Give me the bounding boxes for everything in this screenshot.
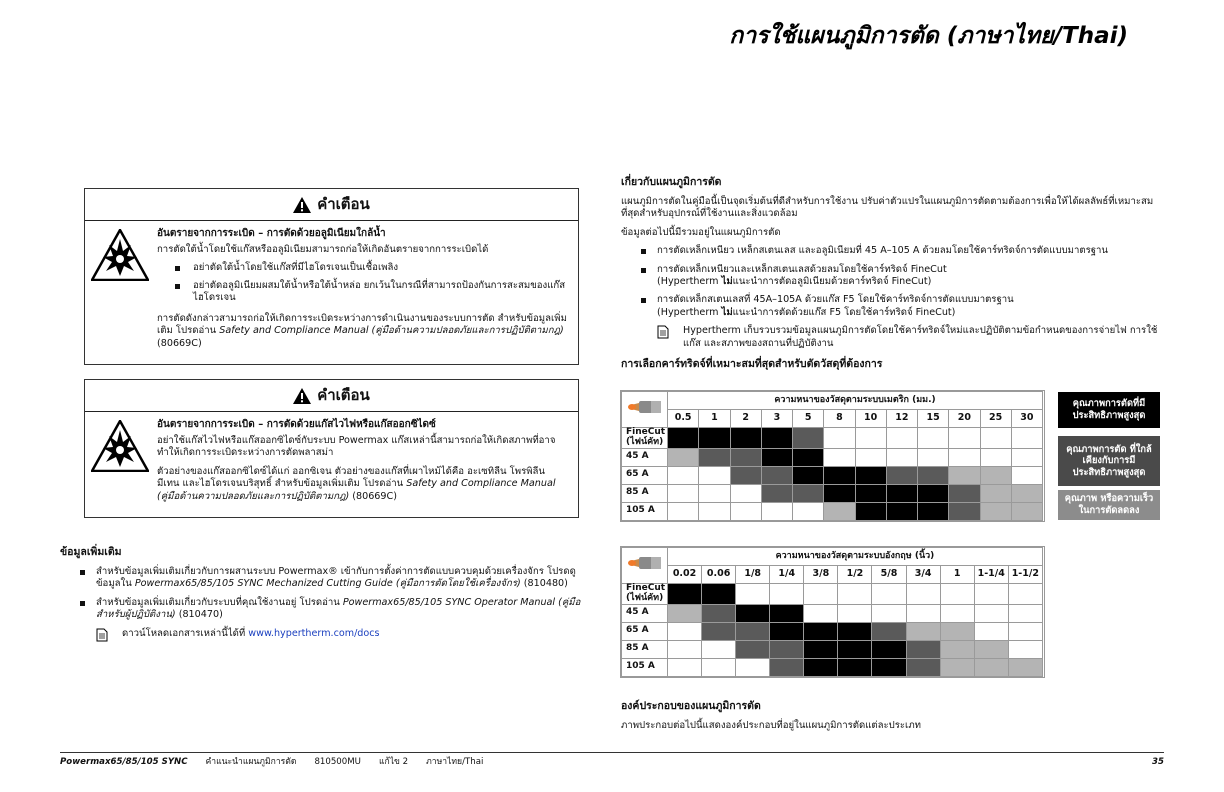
- manual-code: (80669C): [157, 337, 202, 349]
- quality-cell: [918, 502, 949, 520]
- column-header: 1: [699, 410, 730, 428]
- quality-cell: [668, 622, 702, 640]
- quality-cell: [906, 584, 940, 605]
- warning-triangle-icon: [293, 388, 311, 404]
- row-label: FineCut (ไฟน์คัท): [622, 428, 668, 449]
- note-text: ดาวน์โหลดเอกสารเหล่านี้ได้ที่: [122, 627, 249, 639]
- quality-cell: [855, 484, 886, 502]
- emphasis-text: ไม่: [721, 275, 733, 287]
- quality-cell: [804, 584, 838, 605]
- table-row: [622, 622, 1043, 640]
- quality-cell: [1011, 484, 1042, 502]
- quality-cell: [824, 428, 855, 449]
- quality-cell: [736, 658, 770, 676]
- quality-cell: [838, 622, 872, 640]
- warning-triangle-icon: [293, 197, 311, 213]
- manual-code: (80669C): [349, 490, 397, 502]
- about-section: [621, 176, 1166, 378]
- quality-cell: [770, 640, 804, 658]
- quality-cell: [918, 466, 949, 484]
- quality-cell: [918, 448, 949, 466]
- page-number: 35: [1152, 757, 1164, 767]
- quality-cell: [838, 604, 872, 622]
- quality-cell: [699, 448, 730, 466]
- column-header: 2: [730, 410, 761, 428]
- quality-cell: [702, 604, 736, 622]
- legend-item-best: คุณภาพการตัดที่มีประสิทธิภาพสูงสุด: [1058, 392, 1160, 428]
- warning-paragraph: [157, 466, 568, 503]
- data-note: [657, 325, 1166, 350]
- quality-cell: [668, 502, 699, 520]
- note-text: Hypertherm เก็บรวบรวมข้อมูลแผนภูมิการตัดโดยใช้คาร์ทริดจ์ใหม่และปฏิบัติตามข้อกำหนดของการจ่ายไฟ การใช้แก๊ส และสภาพของสถานที่ปฏิบัติงาน: [683, 325, 1158, 349]
- quality-cell: [886, 428, 917, 449]
- explosion-icon: [91, 229, 149, 281]
- quality-cell: [736, 604, 770, 622]
- column-header: 12: [886, 410, 917, 428]
- quality-cell: [940, 640, 974, 658]
- about-paragraph: ข้อมูลต่อไปนี้มีรวมอยู่ในแผนภูมิการตัด: [621, 226, 781, 238]
- components-section: [621, 700, 1166, 732]
- warning-heading: คำเตือน: [317, 385, 370, 404]
- quality-cell: [838, 584, 872, 605]
- quality-cell: [980, 448, 1011, 466]
- list-item-text: สำหรับข้อมูลเพิ่มเติมเกี่ยวกับการผสานระบบ Powermax® เข้ากับการตั้งค่าการตัดแบบควบคุมด้วยเครื่องจักร โปรดดูข้อมูลใน: [96, 565, 576, 590]
- quality-cell: [1011, 428, 1042, 449]
- imperial-chart: [620, 546, 1045, 678]
- quality-cell: [702, 584, 736, 605]
- about-heading: เกี่ยวกับแผนภูมิการตัด: [621, 176, 722, 188]
- quality-cell: [736, 584, 770, 605]
- list-item: [60, 597, 600, 622]
- row-label: 65 A: [622, 622, 668, 640]
- column-header: 0.5: [668, 410, 699, 428]
- quality-cell: [886, 448, 917, 466]
- warning-paragraph-text: ตัวอย่างของแก๊สออกซิไดซ์ได้แก่ ออกซิเจน ตัวอย่างของแก๊สที่เผาไหม้ได้คือ อะเซทิลีน โพรพิลีน มีเทน และไฮโดรเจนบริสุทธิ์ สำหรับข้อมูลเพิ่มเติม โปรดอ่าน: [157, 465, 545, 490]
- row-label: 85 A: [622, 640, 668, 658]
- quality-cell: [668, 484, 699, 502]
- quality-cell: [872, 622, 906, 640]
- quality-cell: [668, 640, 702, 658]
- table-row: [622, 502, 1043, 520]
- warning-header: [85, 380, 578, 412]
- warning-bullet: อย่าตัดใต้น้ำโดยใช้แก๊สที่มีไฮโดรเจนเป็นเชื้อเพลิง: [175, 262, 568, 274]
- quality-cell: [1008, 584, 1042, 605]
- quality-cell: [702, 622, 736, 640]
- components-heading: องค์ประกอบของแผนภูมิการตัด: [621, 700, 761, 712]
- table-row: [622, 484, 1043, 502]
- quality-cell: [872, 640, 906, 658]
- column-header: 0.06: [702, 566, 736, 584]
- quality-cell: [949, 502, 980, 520]
- list-item-text: การตัดเหล็กสเตนเลสที่ 45A–105A ด้วยแก๊ส F5 โดยใช้คาร์ทริดจ์การตัดแบบมาตรฐาน: [657, 294, 1014, 306]
- column-header: 1/8: [736, 566, 770, 584]
- quality-cell: [838, 640, 872, 658]
- manual-code: (810480): [520, 578, 568, 590]
- quality-cell: [1008, 622, 1042, 640]
- quality-cell: [804, 622, 838, 640]
- quality-cell: [730, 484, 761, 502]
- quality-cell: [918, 428, 949, 449]
- table-row: [622, 604, 1043, 622]
- column-header: 1-1/2: [1008, 566, 1042, 584]
- quality-cell: [1008, 640, 1042, 658]
- more-info-heading: ข้อมูลเพิ่มเติม: [60, 546, 122, 558]
- quality-cell: [761, 484, 792, 502]
- row-label: 105 A: [622, 502, 668, 520]
- manual-code: (810470): [175, 609, 223, 621]
- quality-cell: [668, 584, 702, 605]
- footer-product: Powermax65/85/105 SYNC: [60, 757, 188, 767]
- quality-cell: [761, 466, 792, 484]
- quality-cell: [793, 428, 824, 449]
- list-item-text: แนะนำการตัดอลูมิเนียมด้วยคาร์ทริดจ์ FineCut): [732, 275, 932, 287]
- quality-cell: [872, 604, 906, 622]
- quality-cell: [949, 484, 980, 502]
- quality-cell: [761, 428, 792, 449]
- list-item-text: สำหรับข้อมูลเพิ่มเติมเกี่ยวกับระบบที่คุณใช้งานอยู่ โปรดอ่าน: [96, 596, 343, 608]
- list-item: [60, 566, 600, 591]
- quality-cell: [761, 448, 792, 466]
- quality-cell: [974, 604, 1008, 622]
- warning-paragraph-text: การตัดดังกล่าวสามารถก่อให้เกิดการระเบิดระหว่างการดำเนินงานของระบบการตัด สำหรับข้อมูลเพิ่มเติม โปรดอ่าน: [157, 312, 567, 337]
- row-label: 105 A: [622, 658, 668, 676]
- selection-heading: การเลือกคาร์ทริดจ์ที่เหมาะสมที่สุดสำหรับตัดวัสดุที่ต้องการ: [621, 358, 883, 371]
- quality-cell: [736, 622, 770, 640]
- quality-cell: [770, 604, 804, 622]
- quality-cell: [886, 502, 917, 520]
- quality-cell: [804, 658, 838, 676]
- quality-cell: [699, 428, 730, 449]
- table-row: [622, 448, 1043, 466]
- quality-cell: [855, 466, 886, 484]
- torch-tip-icon: [622, 548, 668, 584]
- chart-title: ความหนาของวัสดุตามระบบอังกฤษ (นิ้ว): [668, 548, 1043, 566]
- warning-box-aluminum: [84, 188, 579, 365]
- page-title: การใช้แผนภูมิการตัด (ภาษาไทย/Thai): [729, 23, 1128, 49]
- warning-intro: อย่าใช้แก๊สไวไฟหรือแก๊สออกซิไดซ์กับระบบ Powermax แก๊สเหล่านี้สามารถก่อให้เกิดสภาพที่อาจทำให้เกิดการระเบิดระหว่างการตัดพลาสม่า: [157, 435, 556, 459]
- components-paragraph: ภาพประกอบต่อไปนี้แสดงองค์ประกอบที่อยู่ในแผนภูมิการตัดแต่ละประเภท: [621, 719, 921, 731]
- column-header: 1/2: [838, 566, 872, 584]
- quality-cell: [918, 484, 949, 502]
- manual-title: Powermax65/85/105 SYNC Operator Manual (คู่มือสำหรับผู้ปฏิบัติงาน): [96, 596, 581, 621]
- quality-cell: [906, 622, 940, 640]
- list-item: [621, 264, 1166, 289]
- quality-cell: [730, 448, 761, 466]
- quality-cell: [736, 640, 770, 658]
- quality-cell: [886, 484, 917, 502]
- quality-cell: [974, 584, 1008, 605]
- column-header: 1/4: [770, 566, 804, 584]
- warning-subtitle: อันตรายจากการระเบิด – การตัดด้วยแก๊สไวไฟหรือแก๊สออกซิไดซ์: [157, 419, 436, 430]
- quality-cell: [668, 658, 702, 676]
- column-header: 1-1/4: [974, 566, 1008, 584]
- row-label: 65 A: [622, 466, 668, 484]
- row-label: 45 A: [622, 604, 668, 622]
- quality-cell: [699, 466, 730, 484]
- quality-cell: [730, 466, 761, 484]
- quality-cell: [949, 428, 980, 449]
- quality-cell: [730, 428, 761, 449]
- quality-cell: [940, 584, 974, 605]
- column-header: 15: [918, 410, 949, 428]
- row-label: FineCut (ไฟน์คัท): [622, 584, 668, 605]
- legend-item-reduced: คุณภาพ หรือความเร็วในการตัดลดลง: [1058, 490, 1160, 520]
- row-label: 45 A: [622, 448, 668, 466]
- footer-language: ภาษาไทย/Thai: [426, 757, 484, 767]
- quality-cell: [1011, 448, 1042, 466]
- column-header: 1: [940, 566, 974, 584]
- list-item-text: การตัดเหล็กเหนียวและเหล็กสเตนเลสด้วยลมโดยใช้คาร์ทริดจ์ FineCut: [657, 263, 947, 275]
- warning-box-flammable-gas: [84, 379, 579, 518]
- list-item: [621, 294, 1166, 319]
- emphasis-text: ไม่: [721, 306, 733, 318]
- quality-cell: [793, 502, 824, 520]
- quality-cell: [824, 484, 855, 502]
- column-header: 25: [980, 410, 1011, 428]
- manual-title: Safety and Compliance Manual (คู่มือด้านความปลอดภัยและการปฏิบัติตามกฎ): [219, 325, 564, 337]
- quality-cell: [906, 640, 940, 658]
- metric-chart: [620, 390, 1045, 522]
- column-header: 20: [949, 410, 980, 428]
- quality-cell: [940, 658, 974, 676]
- quality-cell: [793, 448, 824, 466]
- table-row: [622, 466, 1043, 484]
- column-header: 5/8: [872, 566, 906, 584]
- warning-heading: คำเตือน: [317, 194, 370, 213]
- quality-cell: [793, 484, 824, 502]
- quality-cell: [804, 640, 838, 658]
- quality-cell: [980, 502, 1011, 520]
- quality-cell: [668, 448, 699, 466]
- torch-tip-icon: [622, 392, 668, 428]
- quality-cell: [906, 658, 940, 676]
- list-item-text: แนะนำการตัดด้วยแก๊ส F5 โดยใช้คาร์ทริดจ์ FineCut): [732, 306, 956, 318]
- quality-cell: [974, 622, 1008, 640]
- quality-cell: [761, 502, 792, 520]
- column-header: 0.02: [668, 566, 702, 584]
- quality-cell: [980, 484, 1011, 502]
- legend-spacer: [1058, 428, 1160, 436]
- quality-cell: [824, 502, 855, 520]
- legend-item-near-best: คุณภาพการตัด ที่ใกล้เคียงกับการมีประสิทธิภาพสูงสุด: [1058, 436, 1160, 486]
- quality-cell: [1011, 502, 1042, 520]
- quality-cell: [770, 584, 804, 605]
- chart-title: ความหนาของวัสดุตามระบบเมตริก (มม.): [668, 392, 1043, 410]
- quality-cell: [974, 658, 1008, 676]
- warning-paragraph: [157, 313, 568, 350]
- quality-cell: [1011, 466, 1042, 484]
- quality-cell: [855, 502, 886, 520]
- quality-cell: [824, 448, 855, 466]
- quality-cell: [855, 448, 886, 466]
- warning-header: [85, 189, 578, 221]
- quality-cell: [702, 658, 736, 676]
- quality-cell: [949, 448, 980, 466]
- column-header: 3/4: [906, 566, 940, 584]
- quality-cell: [838, 658, 872, 676]
- quality-cell: [1008, 604, 1042, 622]
- quality-cell: [770, 622, 804, 640]
- quality-cell: [702, 640, 736, 658]
- row-label: 85 A: [622, 484, 668, 502]
- quality-cell: [872, 658, 906, 676]
- about-paragraph: แผนภูมิการตัดในคู่มือนี้เป็นจุดเริ่มต้นที่ดีสำหรับการใช้งาน ปรับค่าตัวแปรในแผนภูมิการตัดตามต้องการเพื่อให้ได้ผลลัพธ์ที่เหมาะสมที่สุดสำหรับอุปกรณ์ที่ใช้งานและสิ่งแวดล้อม: [621, 195, 1154, 220]
- manual-title: Powermax65/85/105 SYNC Mechanized Cutting Guide (คู่มือการตัดโดยใช้เครื่องจักร): [134, 578, 521, 590]
- warning-intro: การตัดใต้น้ำโดยใช้แก๊สหรืออลูมิเนียมสามารถก่อให้เกิดอันตรายจากการระเบิดได้: [157, 244, 489, 255]
- list-item-text: (Hypertherm: [657, 306, 722, 318]
- quality-cell: [940, 622, 974, 640]
- quality-cell: [793, 466, 824, 484]
- quality-cell: [906, 604, 940, 622]
- more-info-section: [60, 546, 600, 642]
- cutting-chart-table: [621, 547, 1043, 677]
- quality-cell: [804, 604, 838, 622]
- table-row: [622, 658, 1043, 676]
- warning-bullet: อย่าตัดอลูมิเนียมผสมใต้น้ำหรือใต้น้ำหล่อ ยกเว้นในกรณีที่สามารถป้องกันการสะสมของแก๊สไฮโดรเจน: [175, 280, 568, 305]
- column-header: 10: [855, 410, 886, 428]
- column-header: 8: [824, 410, 855, 428]
- quality-cell: [770, 658, 804, 676]
- quality-cell: [699, 502, 730, 520]
- table-row: [622, 584, 1043, 605]
- docs-link[interactable]: www.hypertherm.com/docs: [248, 627, 380, 639]
- table-row: [622, 640, 1043, 658]
- list-item: การตัดเหล็กเหนียว เหล็กสเตนเลส และอลูมิเนียมที่ 45 A–105 A ด้วยลมโดยใช้คาร์ทริดจ์การตัดแบบมาตรฐาน: [621, 245, 1166, 257]
- quality-cell: [1008, 658, 1042, 676]
- quality-cell: [730, 502, 761, 520]
- quality-cell: [668, 604, 702, 622]
- manual-title: Safety and Compliance Manual (คู่มือด้านความปลอดภัยและการปฏิบัติตามกฎ): [157, 478, 556, 502]
- column-header: 5: [793, 410, 824, 428]
- footer-part-number: 810500MU: [314, 757, 361, 767]
- document-note-icon: [96, 628, 108, 642]
- chart-legend: [1058, 392, 1160, 520]
- column-header: 3: [761, 410, 792, 428]
- quality-cell: [980, 428, 1011, 449]
- quality-cell: [974, 640, 1008, 658]
- quality-cell: [980, 466, 1011, 484]
- table-row: [622, 428, 1043, 449]
- quality-cell: [668, 428, 699, 449]
- warning-subtitle: อันตรายจากการระเบิด – การตัดด้วยอลูมิเนียมใกล้น้ำ: [157, 228, 386, 239]
- list-item-text: (Hypertherm: [657, 275, 722, 287]
- quality-cell: [855, 428, 886, 449]
- download-note: [96, 628, 600, 642]
- column-header: 3/8: [804, 566, 838, 584]
- page-footer: [60, 752, 1164, 768]
- quality-cell: [668, 466, 699, 484]
- explosion-icon: [91, 420, 149, 472]
- warning-bullets: [175, 262, 568, 304]
- document-note-icon: [657, 325, 669, 339]
- column-header: 30: [1011, 410, 1042, 428]
- footer-doc-title: คำแนะนำแผนภูมิการตัด: [205, 757, 297, 767]
- quality-cell: [872, 584, 906, 605]
- quality-cell: [940, 604, 974, 622]
- quality-cell: [886, 466, 917, 484]
- quality-cell: [949, 466, 980, 484]
- cutting-chart-table: [621, 391, 1043, 521]
- quality-cell: [824, 466, 855, 484]
- quality-cell: [699, 484, 730, 502]
- footer-revision: แก้ไข 2: [378, 757, 409, 767]
